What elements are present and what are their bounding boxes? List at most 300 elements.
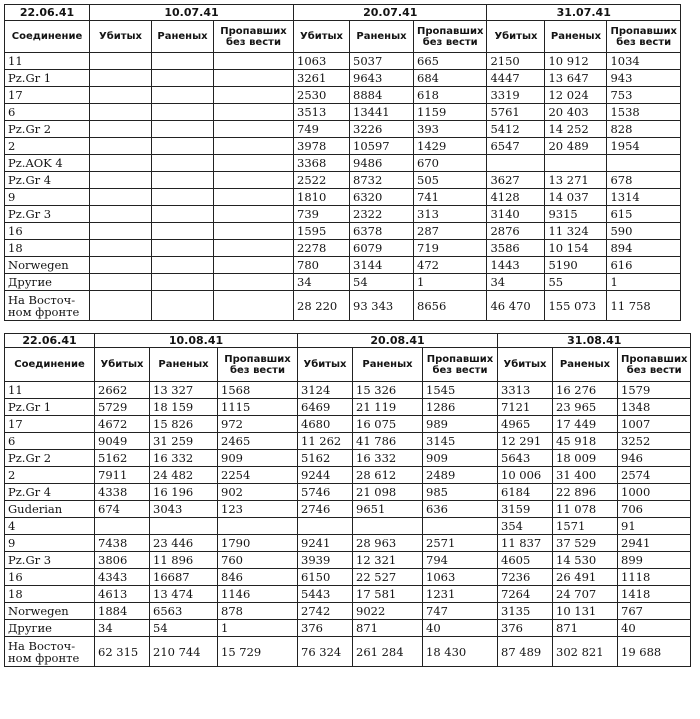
- table-row: [5, 223, 681, 240]
- date-header: 20.07.41: [294, 5, 487, 21]
- value-cell: 3144: [350, 257, 414, 274]
- value-cell: [214, 189, 294, 206]
- value-cell: 1954: [607, 138, 680, 155]
- value-cell: 636: [423, 501, 498, 518]
- value-cell: 11 078: [553, 501, 618, 518]
- value-cell: 2489: [423, 467, 498, 484]
- value-cell: 1: [218, 620, 298, 637]
- value-cell: 46 470: [487, 291, 545, 321]
- value-cell: 1443: [487, 257, 545, 274]
- table-row: [5, 603, 691, 620]
- value-cell: 1231: [423, 586, 498, 603]
- value-cell: [214, 172, 294, 189]
- value-cell: [353, 518, 423, 535]
- value-cell: 1810: [294, 189, 350, 206]
- table-row: [5, 53, 681, 70]
- value-cell: 5037: [350, 53, 414, 70]
- value-cell: 10 154: [545, 240, 607, 257]
- value-cell: [90, 121, 152, 138]
- table-row: [5, 206, 681, 223]
- value-cell: [545, 155, 607, 172]
- value-cell: 10 006: [498, 467, 553, 484]
- value-cell: 2530: [294, 87, 350, 104]
- metric-header: Раненых: [353, 348, 423, 382]
- unit-name: 16: [5, 569, 95, 586]
- table-row: [5, 620, 691, 637]
- value-cell: 16 196: [150, 484, 218, 501]
- value-cell: 17 581: [353, 586, 423, 603]
- value-cell: 17 449: [553, 416, 618, 433]
- value-cell: 615: [607, 206, 680, 223]
- value-cell: 54: [150, 620, 218, 637]
- table-row: [5, 467, 691, 484]
- value-cell: [152, 257, 214, 274]
- metric-header: Пропавших без вести: [618, 348, 691, 382]
- value-cell: 26 491: [553, 569, 618, 586]
- value-cell: 3124: [298, 382, 353, 399]
- unit-name: Pz.Gr 3: [5, 552, 95, 569]
- value-cell: 393: [414, 121, 487, 138]
- value-cell: 2941: [618, 535, 691, 552]
- value-cell: 2746: [298, 501, 353, 518]
- value-cell: 22 527: [353, 569, 423, 586]
- unit-name: Pz.Gr 2: [5, 121, 90, 138]
- value-cell: 31 259: [150, 433, 218, 450]
- unit-name: 2: [5, 467, 95, 484]
- value-cell: [90, 138, 152, 155]
- value-cell: 909: [423, 450, 498, 467]
- unit-name: 6: [5, 433, 95, 450]
- value-cell: 41 786: [353, 433, 423, 450]
- value-cell: 3043: [150, 501, 218, 518]
- value-cell: 14 252: [545, 121, 607, 138]
- value-cell: 943: [607, 70, 680, 87]
- value-cell: 5162: [298, 450, 353, 467]
- value-cell: 6150: [298, 569, 353, 586]
- value-cell: 16 332: [150, 450, 218, 467]
- value-cell: 13 647: [545, 70, 607, 87]
- value-cell: 5643: [498, 450, 553, 467]
- table-row: [5, 552, 691, 569]
- value-cell: 719: [414, 240, 487, 257]
- value-cell: 11 758: [607, 291, 680, 321]
- value-cell: 1429: [414, 138, 487, 155]
- value-cell: [487, 155, 545, 172]
- value-cell: 62 315: [95, 637, 150, 667]
- value-cell: 13 271: [545, 172, 607, 189]
- table-row: [5, 240, 681, 257]
- table-row: [5, 70, 681, 87]
- value-cell: 5190: [545, 257, 607, 274]
- value-cell: 6184: [498, 484, 553, 501]
- value-cell: 878: [218, 603, 298, 620]
- value-cell: 972: [218, 416, 298, 433]
- value-cell: [152, 291, 214, 321]
- value-cell: 261 284: [353, 637, 423, 667]
- value-cell: [90, 189, 152, 206]
- value-cell: [214, 70, 294, 87]
- value-cell: [214, 138, 294, 155]
- value-cell: 16 075: [353, 416, 423, 433]
- table-row: [5, 257, 681, 274]
- value-cell: [152, 172, 214, 189]
- value-cell: 2571: [423, 535, 498, 552]
- value-cell: 899: [618, 552, 691, 569]
- value-cell: 1063: [423, 569, 498, 586]
- value-cell: [90, 172, 152, 189]
- metric-header: Пропавших без вести: [218, 348, 298, 382]
- value-cell: 76 324: [298, 637, 353, 667]
- value-cell: 19 688: [618, 637, 691, 667]
- value-cell: 11 896: [150, 552, 218, 569]
- start-date: 22.06.41: [5, 334, 95, 348]
- value-cell: 871: [553, 620, 618, 637]
- unit-name: Pz.Gr 1: [5, 399, 95, 416]
- value-cell: 741: [414, 189, 487, 206]
- value-cell: 1063: [294, 53, 350, 70]
- value-cell: 13 474: [150, 586, 218, 603]
- value-cell: 28 612: [353, 467, 423, 484]
- value-cell: 3806: [95, 552, 150, 569]
- value-cell: 1579: [618, 382, 691, 399]
- value-cell: 1884: [95, 603, 150, 620]
- value-cell: 7264: [498, 586, 553, 603]
- value-cell: 34: [294, 274, 350, 291]
- metric-header: Убитых: [95, 348, 150, 382]
- value-cell: 3978: [294, 138, 350, 155]
- unit-name: Pz.Gr 4: [5, 484, 95, 501]
- value-cell: 20 403: [545, 104, 607, 121]
- value-cell: 3159: [498, 501, 553, 518]
- value-cell: 37 529: [553, 535, 618, 552]
- value-cell: 15 729: [218, 637, 298, 667]
- metric-header: Убитых: [498, 348, 553, 382]
- value-cell: 4672: [95, 416, 150, 433]
- value-cell: 871: [353, 620, 423, 637]
- value-cell: 7236: [498, 569, 553, 586]
- value-cell: 12 321: [353, 552, 423, 569]
- value-cell: [298, 518, 353, 535]
- value-cell: 760: [218, 552, 298, 569]
- value-cell: 828: [607, 121, 680, 138]
- value-cell: 16 332: [353, 450, 423, 467]
- value-cell: 1286: [423, 399, 498, 416]
- unit-name: Другие: [5, 620, 95, 637]
- date-header: 20.08.41: [298, 334, 498, 348]
- value-cell: 3226: [350, 121, 414, 138]
- value-cell: 505: [414, 172, 487, 189]
- unit-name: Pz.Gr 4: [5, 172, 90, 189]
- unit-name: 4: [5, 518, 95, 535]
- value-cell: 13441: [350, 104, 414, 121]
- value-cell: 45 918: [553, 433, 618, 450]
- value-cell: 13 327: [150, 382, 218, 399]
- value-cell: 210 744: [150, 637, 218, 667]
- unit-name: Pz.Gr 2: [5, 450, 95, 467]
- value-cell: [90, 291, 152, 321]
- table-row: [5, 291, 681, 321]
- table-july: [4, 4, 681, 321]
- metric-header: Раненых: [350, 21, 414, 53]
- value-cell: [423, 518, 498, 535]
- value-cell: [218, 518, 298, 535]
- value-cell: [152, 87, 214, 104]
- value-cell: 5761: [487, 104, 545, 121]
- date-header: 31.08.41: [498, 334, 691, 348]
- value-cell: 24 482: [150, 467, 218, 484]
- table-row: [5, 433, 691, 450]
- value-cell: 9244: [298, 467, 353, 484]
- value-cell: [214, 223, 294, 240]
- value-cell: 23 965: [553, 399, 618, 416]
- value-cell: 155 073: [545, 291, 607, 321]
- value-cell: 1595: [294, 223, 350, 240]
- value-cell: 3513: [294, 104, 350, 121]
- value-cell: 313: [414, 206, 487, 223]
- value-cell: 985: [423, 484, 498, 501]
- value-cell: [152, 189, 214, 206]
- date-header: 10.08.41: [95, 334, 298, 348]
- value-cell: 287: [414, 223, 487, 240]
- value-cell: 4613: [95, 586, 150, 603]
- value-cell: 3261: [294, 70, 350, 87]
- value-cell: [95, 518, 150, 535]
- value-cell: 6547: [487, 138, 545, 155]
- unit-name: Guderian: [5, 501, 95, 518]
- value-cell: [152, 121, 214, 138]
- value-cell: 31 400: [553, 467, 618, 484]
- table-row: [5, 416, 691, 433]
- metric-header: Убитых: [294, 21, 350, 53]
- value-cell: 670: [414, 155, 487, 172]
- start-date: 22.06.41: [5, 5, 90, 21]
- metric-header: Пропавших без вести: [423, 348, 498, 382]
- value-cell: [150, 518, 218, 535]
- metric-header: Раненых: [553, 348, 618, 382]
- value-cell: [90, 104, 152, 121]
- metric-header: Пропавших без вести: [607, 21, 680, 53]
- value-cell: 34: [95, 620, 150, 637]
- unit-name: 9: [5, 189, 90, 206]
- value-cell: 2662: [95, 382, 150, 399]
- value-cell: [214, 53, 294, 70]
- value-cell: 22 896: [553, 484, 618, 501]
- value-cell: 1790: [218, 535, 298, 552]
- value-cell: 6563: [150, 603, 218, 620]
- value-cell: [90, 274, 152, 291]
- value-cell: [90, 155, 152, 172]
- value-cell: 1007: [618, 416, 691, 433]
- value-cell: 909: [218, 450, 298, 467]
- value-cell: 40: [423, 620, 498, 637]
- value-cell: 472: [414, 257, 487, 274]
- unit-name: 16: [5, 223, 90, 240]
- value-cell: 5746: [298, 484, 353, 501]
- table-row: [5, 87, 681, 104]
- value-cell: 1348: [618, 399, 691, 416]
- unit-name: 9: [5, 535, 95, 552]
- value-cell: 7438: [95, 535, 150, 552]
- value-cell: 9241: [298, 535, 353, 552]
- value-cell: 4343: [95, 569, 150, 586]
- table-august: [4, 333, 691, 667]
- unit-name: На Восточ-ном фронте: [5, 291, 90, 321]
- value-cell: [214, 206, 294, 223]
- unit-name: 11: [5, 53, 90, 70]
- value-cell: [214, 274, 294, 291]
- value-cell: 1000: [618, 484, 691, 501]
- value-cell: 5162: [95, 450, 150, 467]
- value-cell: 749: [294, 121, 350, 138]
- value-cell: 3627: [487, 172, 545, 189]
- value-cell: 9643: [350, 70, 414, 87]
- value-cell: 3140: [487, 206, 545, 223]
- value-cell: 2522: [294, 172, 350, 189]
- table-row: [5, 450, 691, 467]
- unit-name: 2: [5, 138, 90, 155]
- value-cell: [214, 104, 294, 121]
- value-cell: [152, 223, 214, 240]
- table-row: [5, 501, 691, 518]
- unit-name: Pz.Gr 1: [5, 70, 90, 87]
- value-cell: 1115: [218, 399, 298, 416]
- value-cell: 1146: [218, 586, 298, 603]
- unit-name: Norwegen: [5, 603, 95, 620]
- value-cell: 665: [414, 53, 487, 70]
- value-cell: 1: [414, 274, 487, 291]
- unit-name: На Восточ-ном фронте: [5, 637, 95, 667]
- value-cell: 3145: [423, 433, 498, 450]
- metric-header: Убитых: [90, 21, 152, 53]
- value-cell: 6378: [350, 223, 414, 240]
- value-cell: 23 446: [150, 535, 218, 552]
- metric-header: Раненых: [152, 21, 214, 53]
- metric-header: Раненых: [150, 348, 218, 382]
- value-cell: 40: [618, 620, 691, 637]
- value-cell: 2876: [487, 223, 545, 240]
- value-cell: 674: [95, 501, 150, 518]
- value-cell: 11 837: [498, 535, 553, 552]
- unit-name: Pz.Gr 3: [5, 206, 90, 223]
- value-cell: 16687: [150, 569, 218, 586]
- value-cell: 1568: [218, 382, 298, 399]
- value-cell: 5729: [95, 399, 150, 416]
- value-cell: 5412: [487, 121, 545, 138]
- value-cell: 5443: [298, 586, 353, 603]
- value-cell: 4680: [298, 416, 353, 433]
- value-cell: 747: [423, 603, 498, 620]
- value-cell: 16 276: [553, 382, 618, 399]
- value-cell: 9486: [350, 155, 414, 172]
- value-cell: 2322: [350, 206, 414, 223]
- table-row: [5, 399, 691, 416]
- value-cell: 8656: [414, 291, 487, 321]
- value-cell: [90, 257, 152, 274]
- value-cell: [214, 291, 294, 321]
- value-cell: 794: [423, 552, 498, 569]
- value-cell: 7911: [95, 467, 150, 484]
- value-cell: 846: [218, 569, 298, 586]
- value-cell: 24 707: [553, 586, 618, 603]
- table-row: [5, 121, 681, 138]
- value-cell: 12 291: [498, 433, 553, 450]
- value-cell: 753: [607, 87, 680, 104]
- unit-name: 17: [5, 416, 95, 433]
- value-cell: 4338: [95, 484, 150, 501]
- value-cell: 10 912: [545, 53, 607, 70]
- table-row: [5, 172, 681, 189]
- value-cell: [152, 274, 214, 291]
- value-cell: 2254: [218, 467, 298, 484]
- value-cell: 1418: [618, 586, 691, 603]
- value-cell: 354: [498, 518, 553, 535]
- unit-name: Pz.AOK 4: [5, 155, 90, 172]
- table-row: [5, 569, 691, 586]
- value-cell: 18 430: [423, 637, 498, 667]
- value-cell: 2465: [218, 433, 298, 450]
- table-row: [5, 518, 691, 535]
- value-cell: 18 159: [150, 399, 218, 416]
- value-cell: 3135: [498, 603, 553, 620]
- table-row: [5, 138, 681, 155]
- value-cell: [152, 155, 214, 172]
- unit-name: Norwegen: [5, 257, 90, 274]
- value-cell: 1159: [414, 104, 487, 121]
- value-cell: 2278: [294, 240, 350, 257]
- value-cell: [90, 223, 152, 240]
- value-cell: 28 963: [353, 535, 423, 552]
- value-cell: 15 826: [150, 416, 218, 433]
- value-cell: 780: [294, 257, 350, 274]
- value-cell: 87 489: [498, 637, 553, 667]
- losses-table-july: [4, 4, 681, 321]
- value-cell: 2150: [487, 53, 545, 70]
- value-cell: 2574: [618, 467, 691, 484]
- value-cell: 14 037: [545, 189, 607, 206]
- value-cell: 21 119: [353, 399, 423, 416]
- value-cell: 3252: [618, 433, 691, 450]
- value-cell: 706: [618, 501, 691, 518]
- value-cell: [152, 104, 214, 121]
- unit-name: 18: [5, 240, 90, 257]
- table-row: [5, 586, 691, 603]
- value-cell: 1538: [607, 104, 680, 121]
- value-cell: 302 821: [553, 637, 618, 667]
- value-cell: 684: [414, 70, 487, 87]
- value-cell: 894: [607, 240, 680, 257]
- value-cell: 1118: [618, 569, 691, 586]
- value-cell: 902: [218, 484, 298, 501]
- value-cell: 1314: [607, 189, 680, 206]
- value-cell: [90, 206, 152, 223]
- table-row: [5, 535, 691, 552]
- unit-name: 11: [5, 382, 95, 399]
- value-cell: [152, 70, 214, 87]
- value-cell: 28 220: [294, 291, 350, 321]
- value-cell: [214, 121, 294, 138]
- value-cell: 18 009: [553, 450, 618, 467]
- value-cell: 946: [618, 450, 691, 467]
- table-row: [5, 484, 691, 501]
- unit-name: Другие: [5, 274, 90, 291]
- value-cell: 6469: [298, 399, 353, 416]
- metric-header: Убитых: [487, 21, 545, 53]
- unit-name: 6: [5, 104, 90, 121]
- value-cell: 1: [607, 274, 680, 291]
- value-cell: 3319: [487, 87, 545, 104]
- value-cell: 55: [545, 274, 607, 291]
- value-cell: 93 343: [350, 291, 414, 321]
